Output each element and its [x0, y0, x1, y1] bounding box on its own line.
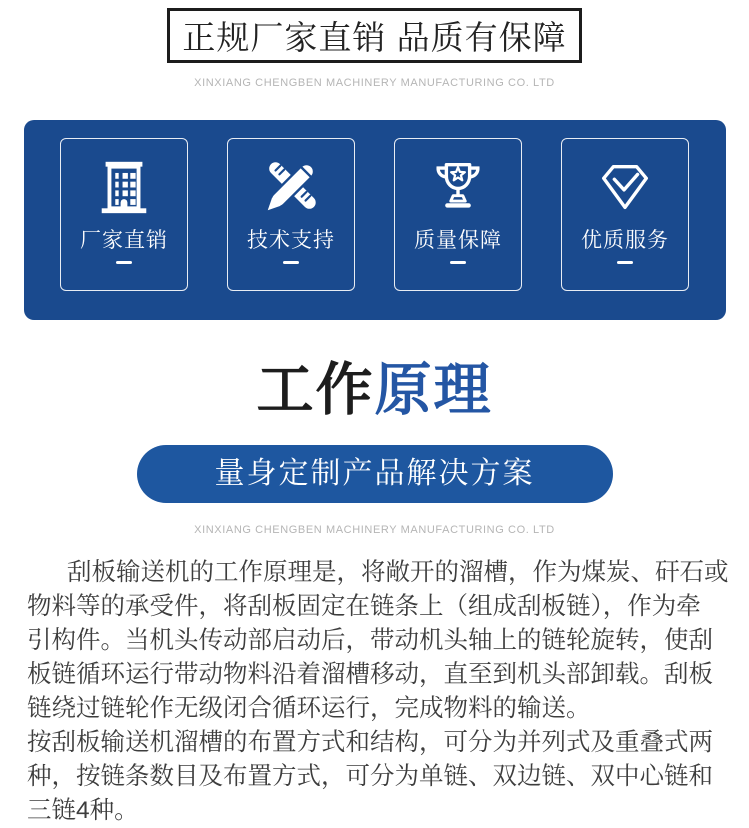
- building-icon: [93, 156, 155, 218]
- header-slogan-box: [167, 8, 581, 63]
- trophy-icon: [427, 156, 489, 218]
- article-line: 刮板输送机的工作原理是，将敞开的溜槽，作为煤炭、矸石或: [67, 559, 729, 586]
- feature-label: 技术支持: [247, 229, 335, 252]
- company-name-en-top: XINXIANG CHENGBEN MACHINERY MANUFACTURING CO. LTD: [194, 77, 555, 89]
- company-name-en-mid: XINXIANG CHENGBEN MACHINERY MANUFACTURING CO. LTD: [194, 524, 555, 536]
- pencil-ruler-icon: [260, 156, 322, 218]
- article-line: 按刮板输送机溜槽的布置方式和结构，可分为并列式及重叠式两: [27, 729, 713, 756]
- diamond-check-icon: [594, 156, 656, 218]
- article-line: 引构件。当机头传动部启动后，带动机头轴上的链轮旋转，使刮: [27, 627, 713, 654]
- feature-label: 厂家直销: [80, 229, 168, 252]
- feature-dash: [617, 261, 633, 264]
- feature-card-factory-direct: [60, 138, 188, 291]
- article-line: 板链循环运行带动物料沿着溜槽移动，直至到机头部卸载。刮板: [27, 661, 713, 688]
- feature-card-quality-guarantee: [394, 138, 522, 291]
- feature-card-tech-support: [227, 138, 355, 291]
- section-title: [0, 360, 749, 420]
- feature-dash: [450, 261, 466, 264]
- article-line: 种，按链条数目及布置方式，可分为单链、双边链、双中心链和: [27, 763, 713, 790]
- header-slogan-text: 正规厂家直销 品质有保障: [182, 19, 567, 56]
- section-subtitle-pill: 量身定制产品解决方案: [137, 445, 613, 503]
- feature-label: 质量保障: [414, 229, 502, 252]
- section-title-blue: 原理: [374, 358, 493, 422]
- header: [0, 0, 749, 63]
- feature-label: 优质服务: [581, 229, 669, 252]
- article-text: [0, 556, 749, 828]
- article-line: 三链4种。: [27, 797, 139, 824]
- article-line: 物料等的承受件，将刮板固定在链条上（组成刮板链），作为牵: [27, 593, 701, 620]
- features-banner: [24, 120, 726, 320]
- section-title-black: 工作: [256, 358, 375, 422]
- article-line: 链绕过链轮作无级闭合循环运行，完成物料的输送。: [27, 695, 591, 722]
- feature-card-quality-service: [561, 138, 689, 291]
- feature-dash: [283, 261, 299, 264]
- feature-dash: [116, 261, 132, 264]
